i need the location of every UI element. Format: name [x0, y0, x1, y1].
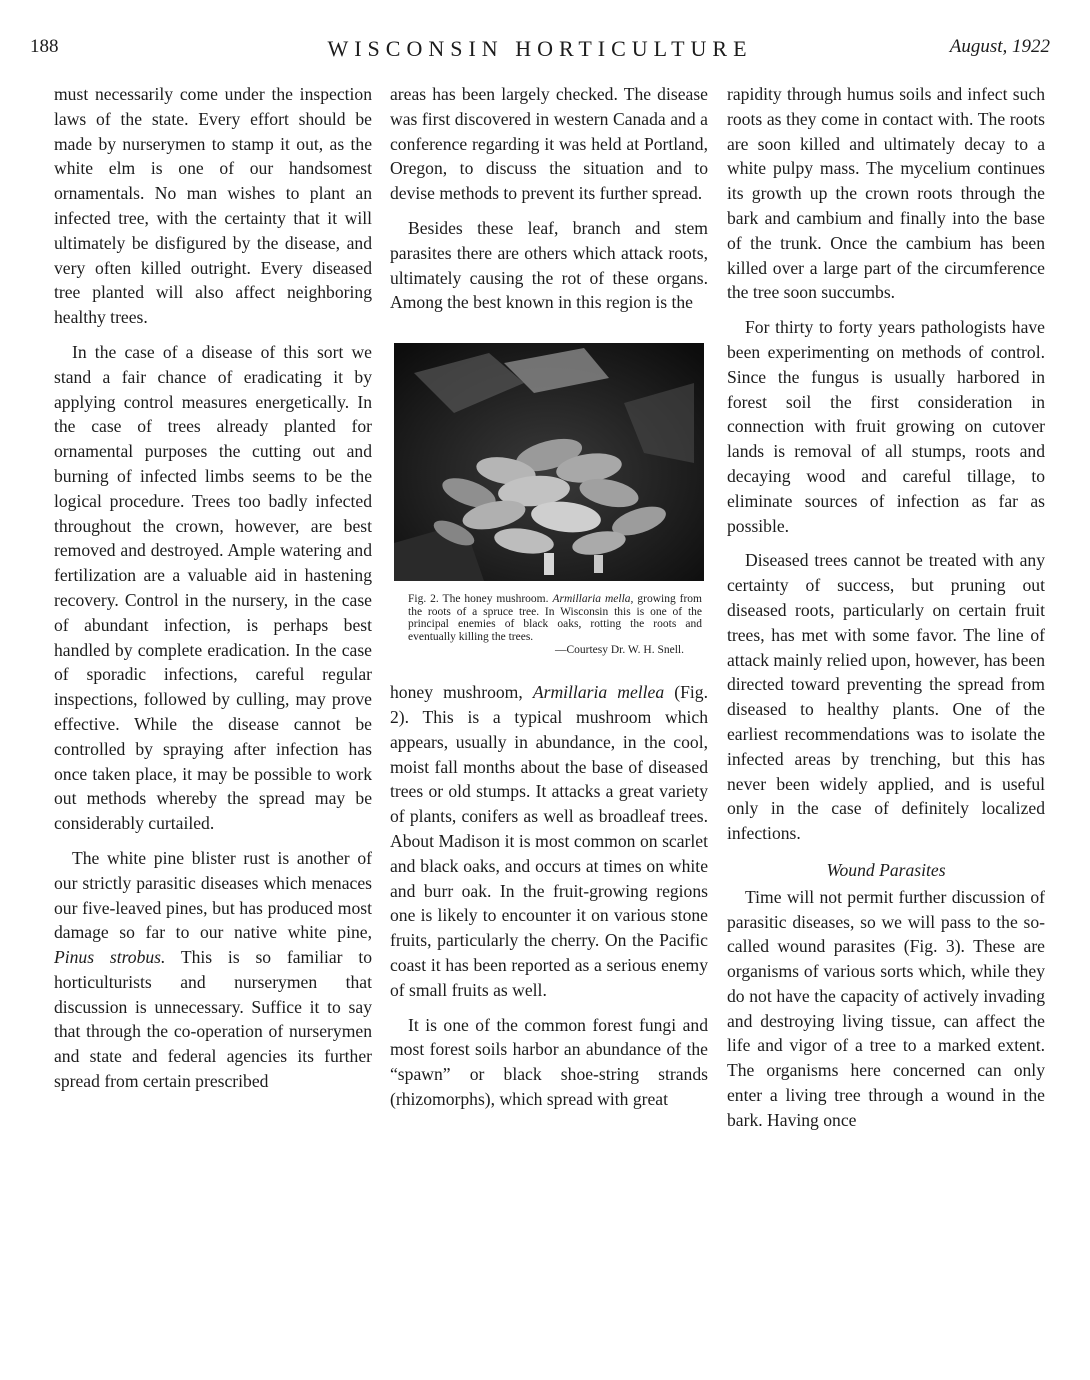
paragraph: Diseased trees cannot be treated with any certainty of success, but pruning out diseased roots, particularly on certain fruit trees, has met with some favor. The line of attack mainly relied upon, however, has been directed toward preventing the spread from diseased to healthy plants. One of the earliest recommendations was to isolate the infected areas by trenching, but this has never been widely applied, and is useful only in the case of definitely localized infections.	[727, 550, 1045, 844]
figure-2	[394, 343, 704, 656]
paragraph: It is one of the common forest fungi and most forest soils harbor an abundance of the “spawn” or black shoe-string strands (rhizomorphs), which spread with great	[390, 1014, 708, 1109]
paragraph: Time will not permit further discussion of parasitic diseases, so we will pass to the so-called wound parasites (Fig. 3). These are organisms of various sorts which, while they do not have the capacity of actively invading and destroying living tissue, can affect the life and vigor of a tree to a marked extent. The organisms here concerned can only enter a living tree through a wound in the bark. Having once	[727, 886, 1045, 1130]
photo-credit: —Courtesy Dr. W. H. Snell.	[554, 643, 684, 656]
figure-caption: Fig. 2. The honey mushroom. Armillaria mella, growing from the roots of a spruce tree. In Wisconsin this is one of the principal enemies of black oaks, rotting the roots and eventually killing the trees. —Courtesy Dr. W. H. Snell.	[408, 593, 702, 656]
section-heading: Wound Parasites	[826, 859, 946, 880]
paragraph: areas has been largely checked. The disease was first discovered in western Canada and a conference regarding it was held at Portland, Oregon, to discuss the situation and to devise methods to prevent its further spread.	[390, 84, 708, 204]
paragraph: The white pine blister rust is another of our strictly parasitic diseases which menaces our five-leaved pines, but has produced most damage so far to our native white pine, Pinus strobus. This is so familiar to horticulturists and nurserymen that discussion is unnecessary. Suffice it to say that through the co-operation of nurserymen and state and federal agencies its further spread from certain prescribed	[54, 847, 372, 1092]
paragraph: Besides these leaf, branch and stem parasites there are others which attack roots, ultimately causing the rot of these organs. Among the best known in this region is the	[390, 217, 708, 313]
paragraph: rapidity through humus soils and infect such roots as they come in contact with. The roots are soon killed and ultimately decay to a white pulpy mass. The mycelium continues its growth up the crown roots through the bark and cambium and finally into the base of the trunk. Once the cambium has been killed over a large part of the circumference the tree soon succumbs.	[727, 84, 1045, 303]
scientific-name: Armillaria mella,	[552, 593, 634, 606]
paragraph: honey mushroom, Armillaria mellea (Fig. 2). This is a typical mushroom which appears, usually in abundance, in the cool, moist fall months about the base of diseased trees or old stumps. It attacks a great variety of plants, conifers as well as broadleaf trees. About Madison it is most common on scarlet and black oaks, and occurs at times on white and burr oak. In the fruit-growing regions one is likely to encounter it on various stone fruits, particularly the cherry. On the Pacific coast it has been reported as a serious enemy of small fruits as well.	[390, 682, 708, 1000]
issue-date: August, 1922	[949, 36, 1050, 57]
page-number: 188	[30, 36, 59, 57]
column-1	[54, 82, 372, 1094]
paragraph: For thirty to forty years pathologists have been experimenting on methods of control. Since the fungus is usually harbored in forest soil the first consideration in connection with fruit growing on cutover lands is removal of all stumps, roots and decaying wood and careful tillage, to eliminate sources of infection as far as possible.	[727, 317, 1045, 536]
scientific-name: Armillaria mellea	[532, 682, 665, 703]
running-header	[30, 36, 1050, 68]
column-2	[390, 82, 708, 1112]
column-3	[727, 82, 1045, 1133]
journal-title: WISCONSIN HORTICULTURE	[327, 36, 753, 61]
paragraph: must necessarily come under the inspection laws of the state. Every effort should be made by nurserymen to stamp it out, as the white elm is one of our handsomest ornamentals. No man wishes to plant an infected tree, with the certainty that it will ultimately be disfigured by the disease, and very often killed outright. Every diseased tree planted will also affect neighboring healthy trees.	[54, 84, 372, 328]
paragraph: In the case of a disease of this sort we stand a fair chance of eradicating it by applying control measures energetically. In the case of trees already planted for ornamental purposes the cutting out and burning of infected limbs seems to be the logical procedure. Trees too badly infected throughout the crown, however, are best removed and destroyed. Ample watering and fertilization are a valuable aid in hastening recovery. Control in the nursery, in the case of abundant infection, is perhaps best handled by complete eradication. In the case of sporadic infections, careful regular inspections, followed by culling, may prove effective. While the disease cannot be controlled by spraying after infection has once taken place, it may be possible to work out methods whereby the spread may be considerably curtailed.	[54, 341, 372, 834]
scientific-name: Pinus strobus.	[54, 947, 166, 968]
honey-mushroom-photo	[394, 343, 704, 581]
